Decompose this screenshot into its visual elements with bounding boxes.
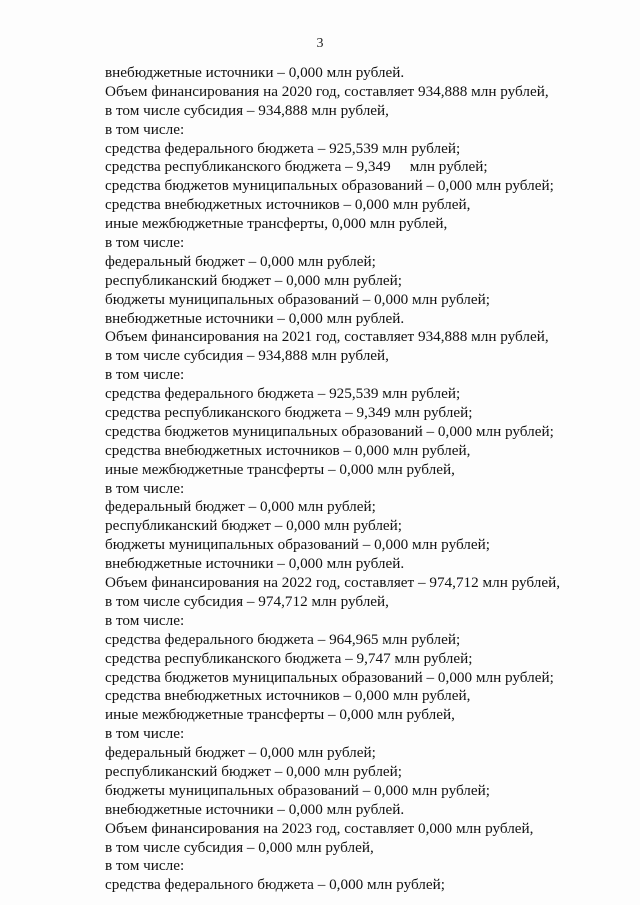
text-line: средства федерального бюджета – 0,000 млн рублей; bbox=[105, 876, 445, 894]
text-line: средства республиканского бюджета – 9,747 млн рублей; bbox=[105, 649, 473, 667]
text-line: иные межбюджетные трансферты, 0,000 млн рублей, bbox=[105, 215, 448, 233]
text-line: средства федерального бюджета – 925,539 млн рублей; bbox=[105, 385, 461, 403]
text-line: средства внебюджетных источников – 0,000 млн рублей, bbox=[105, 441, 471, 459]
text-line: средства внебюджетных источников – 0,000 млн рублей, bbox=[105, 687, 471, 705]
text-line: республиканский бюджет – 0,000 млн рублей; bbox=[105, 271, 402, 289]
text-line: средства бюджетов муниципальных образований – 0,000 млн рублей; bbox=[105, 422, 554, 440]
text-line: в том числе субсидия – 934,888 млн рублей, bbox=[105, 347, 389, 365]
text-line: в том числе: bbox=[105, 479, 185, 497]
text-line: республиканский бюджет – 0,000 млн рублей; bbox=[105, 517, 402, 535]
text-line: внебюджетные источники – 0,000 млн рублей. bbox=[105, 555, 405, 573]
text-line: внебюджетные источники – 0,000 млн рублей. bbox=[105, 309, 405, 327]
text-line: средства федерального бюджета – 925,539 млн рублей; bbox=[105, 139, 461, 157]
text-line: средства внебюджетных источников – 0,000 млн рублей, bbox=[105, 196, 471, 214]
text-line: внебюджетные источники – 0,000 млн рублей. bbox=[105, 800, 405, 818]
document-body bbox=[105, 64, 575, 895]
text-line: средства федерального бюджета – 964,965 млн рублей; bbox=[105, 630, 461, 648]
text-line: в том числе: bbox=[105, 611, 185, 629]
text-line: внебюджетные источники – 0,000 млн рублей. bbox=[105, 64, 405, 81]
text-line: иные межбюджетные трансферты – 0,000 млн рублей, bbox=[105, 706, 455, 724]
text-line: иные межбюджетные трансферты – 0,000 млн рублей, bbox=[105, 460, 455, 478]
text-line: Объем финансирования на 2021 год, составляет 934,888 млн рублей, bbox=[105, 328, 549, 346]
text-line: федеральный бюджет – 0,000 млн рублей; bbox=[105, 498, 376, 516]
page-number: 3 bbox=[316, 36, 324, 51]
text-line: в том числе: bbox=[105, 366, 185, 384]
text-line: бюджеты муниципальных образований – 0,000 млн рублей; bbox=[105, 536, 490, 554]
text-line: средства республиканского бюджета – 9,349 млн рублей; bbox=[105, 158, 488, 176]
text-line: Объем финансирования на 2022 год, составляет – 974,712 млн рублей, bbox=[105, 574, 561, 592]
text-line: бюджеты муниципальных образований – 0,000 млн рублей; bbox=[105, 781, 490, 799]
text-line: в том числе субсидия – 0,000 млн рублей, bbox=[105, 838, 374, 856]
text-line: средства республиканского бюджета – 9,349 млн рублей; bbox=[105, 404, 473, 422]
text-line: в том числе: bbox=[105, 234, 185, 252]
text-line: в том числе субсидия – 974,712 млн рублей, bbox=[105, 592, 389, 610]
text-line: в том числе субсидия – 934,888 млн рублей, bbox=[105, 101, 389, 119]
text-line: средства бюджетов муниципальных образований – 0,000 млн рублей; bbox=[105, 177, 554, 195]
text-line: республиканский бюджет – 0,000 млн рублей; bbox=[105, 762, 402, 780]
text-line: бюджеты муниципальных образований – 0,000 млн рублей; bbox=[105, 290, 490, 308]
text-line: средства бюджетов муниципальных образований – 0,000 млн рублей; bbox=[105, 668, 554, 686]
text-line: в том числе: bbox=[105, 857, 185, 875]
text-line: федеральный бюджет – 0,000 млн рублей; bbox=[105, 252, 376, 270]
text-line: федеральный бюджет – 0,000 млн рублей; bbox=[105, 744, 376, 762]
text-line: в том числе: bbox=[105, 725, 185, 743]
text-line: Объем финансирования на 2020 год, составляет 934,888 млн рублей, bbox=[105, 82, 549, 100]
text-line: Объем финансирования на 2023 год, составляет 0,000 млн рублей, bbox=[105, 819, 534, 837]
text-line: в том числе: bbox=[105, 120, 185, 138]
